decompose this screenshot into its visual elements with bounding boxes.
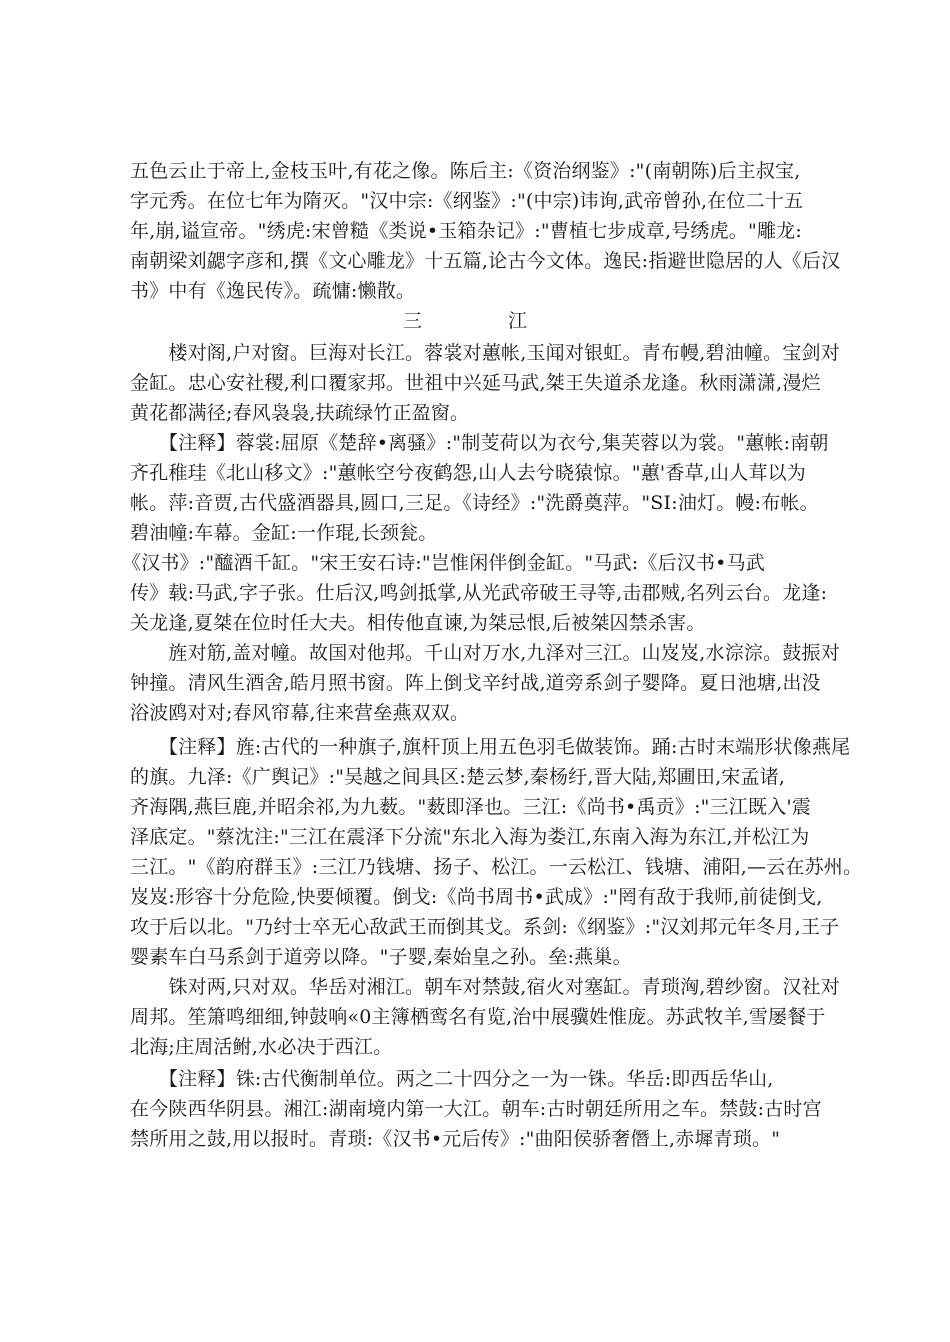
text-line: 岌岌:形容十分危险,快要倾覆。倒戈:《尚书周书•武成》:"罔有敌于我师,前徒倒戈, bbox=[130, 886, 823, 908]
text-line: 周邦。笙箫鸣细细,钟鼓响«0主簿栖鸾名有览,治中展骥姓惟庞。苏武牧羊,雪屡餐于 bbox=[130, 1006, 826, 1028]
text-line: 五色云止于帝上,金枝玉叶,有花之像。陈后主:《资治纲鉴》:"(南朝陈)后主叔宝, bbox=[130, 160, 801, 182]
text-line: 书》中有《逸民传》。疏慵:懒散。 bbox=[130, 280, 416, 302]
text-line: 齐海隅,燕巨鹿,并昭余祁,为九薮。"薮即泽也。三江:《尚书•禹贡》:"三江既入'震 bbox=[130, 796, 812, 818]
text-line: 齐孔稚珪《北山移文》:"蕙帐空兮夜鹤怨,山人去兮晓猿惊。"蕙'香草,山人茸以为 bbox=[130, 462, 806, 484]
text-line: 年,崩,谥宣帝。"绣虎:宋曾糙《类说•玉箱杂记》:"曹植七步成章,号绣虎。"雕龙: bbox=[130, 220, 802, 242]
text-line: 旌对筋,盖对幢。故国对他邦。千山对万水,九泽对三江。山岌岌,水淙淙。鼓振对 bbox=[130, 642, 840, 664]
text-line: 攻于后以北。"乃纣士卒无心敌武王而倒其戈。系剑:《纲鉴》:"汉刘邦元年冬月,王子 bbox=[130, 916, 840, 938]
text-line: 南朝梁刘勰字彦和,撰《文心雕龙》十五篇,论古今文体。逸民:指避世隐居的人《后汉 bbox=[130, 250, 841, 272]
text-line: 的旗。九泽:《广舆记》:"吴越之间具区:楚云梦,秦杨纡,晋大陆,郑圃田,宋孟诸, bbox=[130, 766, 786, 788]
text-line: 三江。"《韵府群玉》:三江乃钱塘、扬子、松江。一云松江、钱塘、浦阳,—云在苏州。 bbox=[130, 856, 863, 878]
text-line: 关龙逢,夏桀在位时任大夫。相传他直谏,为桀忌恨,后被桀囚禁杀害。 bbox=[130, 612, 706, 634]
text-line: 传》载:马武,字子张。仕后汉,鸣剑抵掌,从光武帝破王寻等,击郡贼,名列云台。龙逢: bbox=[130, 582, 828, 604]
text-line: 【注释】蓉裳:屈原《楚辞•离骚》:"制芰荷以为衣兮,集芙蓉以为裳。"蕙帐:南朝 bbox=[130, 432, 829, 454]
text-line: 【注释】旌:古代的一种旗子,旗杆顶上用五色羽毛做装饰。踊:古时末端形状像燕尾 bbox=[130, 736, 851, 758]
text-line: 北海;庄周活鲋,水必决于西江。 bbox=[130, 1036, 393, 1058]
text-line: 泽底定。"蔡沈注:"三江在震泽下分流"东北入海为娄江,东南入海为东江,并松江为 bbox=[130, 826, 810, 848]
text-line: 《汉书》:"醯酒千缸。"宋王安石诗:"岂惟闲伴倒金缸。"马武:《后汉书•马武 bbox=[122, 552, 765, 574]
text-line: 黄花都满径;春风袅袅,扶疏绿竹正盈窗。 bbox=[130, 402, 470, 424]
text-line: 浴波鸥对对;春风帘幕,往来营垒燕双双。 bbox=[130, 702, 470, 724]
text-line: 帐。萍:音贾,古代盛酒器具,圆口,三足。《诗经》:"洗爵奠萍。"SI:油灯。幔:布帐。 bbox=[130, 492, 819, 514]
text-line: 字元秀。在位七年为隋灭。"汉中宗:《纲鉴》:"(中宗)讳询,武帝曾孙,在位二十五 bbox=[130, 190, 804, 212]
text-line: 钟撞。清风生酒舍,皓月照书窗。阵上倒戈辛纣战,道旁系剑子婴降。夏日池塘,出没 bbox=[130, 672, 821, 694]
text-line: 金缸。忠心安社稷,利口覆家邦。世祖中兴延马武,桀王失道杀龙逢。秋雨潇潇,漫烂 bbox=[130, 372, 821, 394]
text-line: 碧油幢:车幕。金缸:一作琨,长颈瓮。 bbox=[130, 522, 438, 544]
text-line: 婴素车白马系剑于道旁以降。"子婴,秦始皇之孙。垒:燕巢。 bbox=[130, 946, 632, 968]
text-line: 禁所用之鼓,用以报时。青琐:《汉书•元后传》:"曲阳侯骄奢僭上,赤墀青琐。" bbox=[130, 1128, 781, 1150]
text-line: 铢对两,只对双。华岳对湘江。朝车对禁鼓,宿火对塞缸。青琐洶,碧纱窗。汉社对 bbox=[130, 976, 840, 998]
text-line: 在今陕西华阴县。湘江:湖南境内第一大江。朝车:古时朝廷所用之车。禁鼓:古时宫 bbox=[130, 1098, 822, 1120]
section-title: 三 江 bbox=[402, 310, 548, 332]
text-line: 【注释】铢:古代衡制单位。两之二十四分之一为一铢。华岳:即西岳华山, bbox=[130, 1068, 774, 1090]
text-line: 楼对阁,户对窗。巨海对长江。蓉裳对蕙帐,玉闻对银虹。青布幔,碧油幢。宝剑对 bbox=[130, 342, 840, 364]
